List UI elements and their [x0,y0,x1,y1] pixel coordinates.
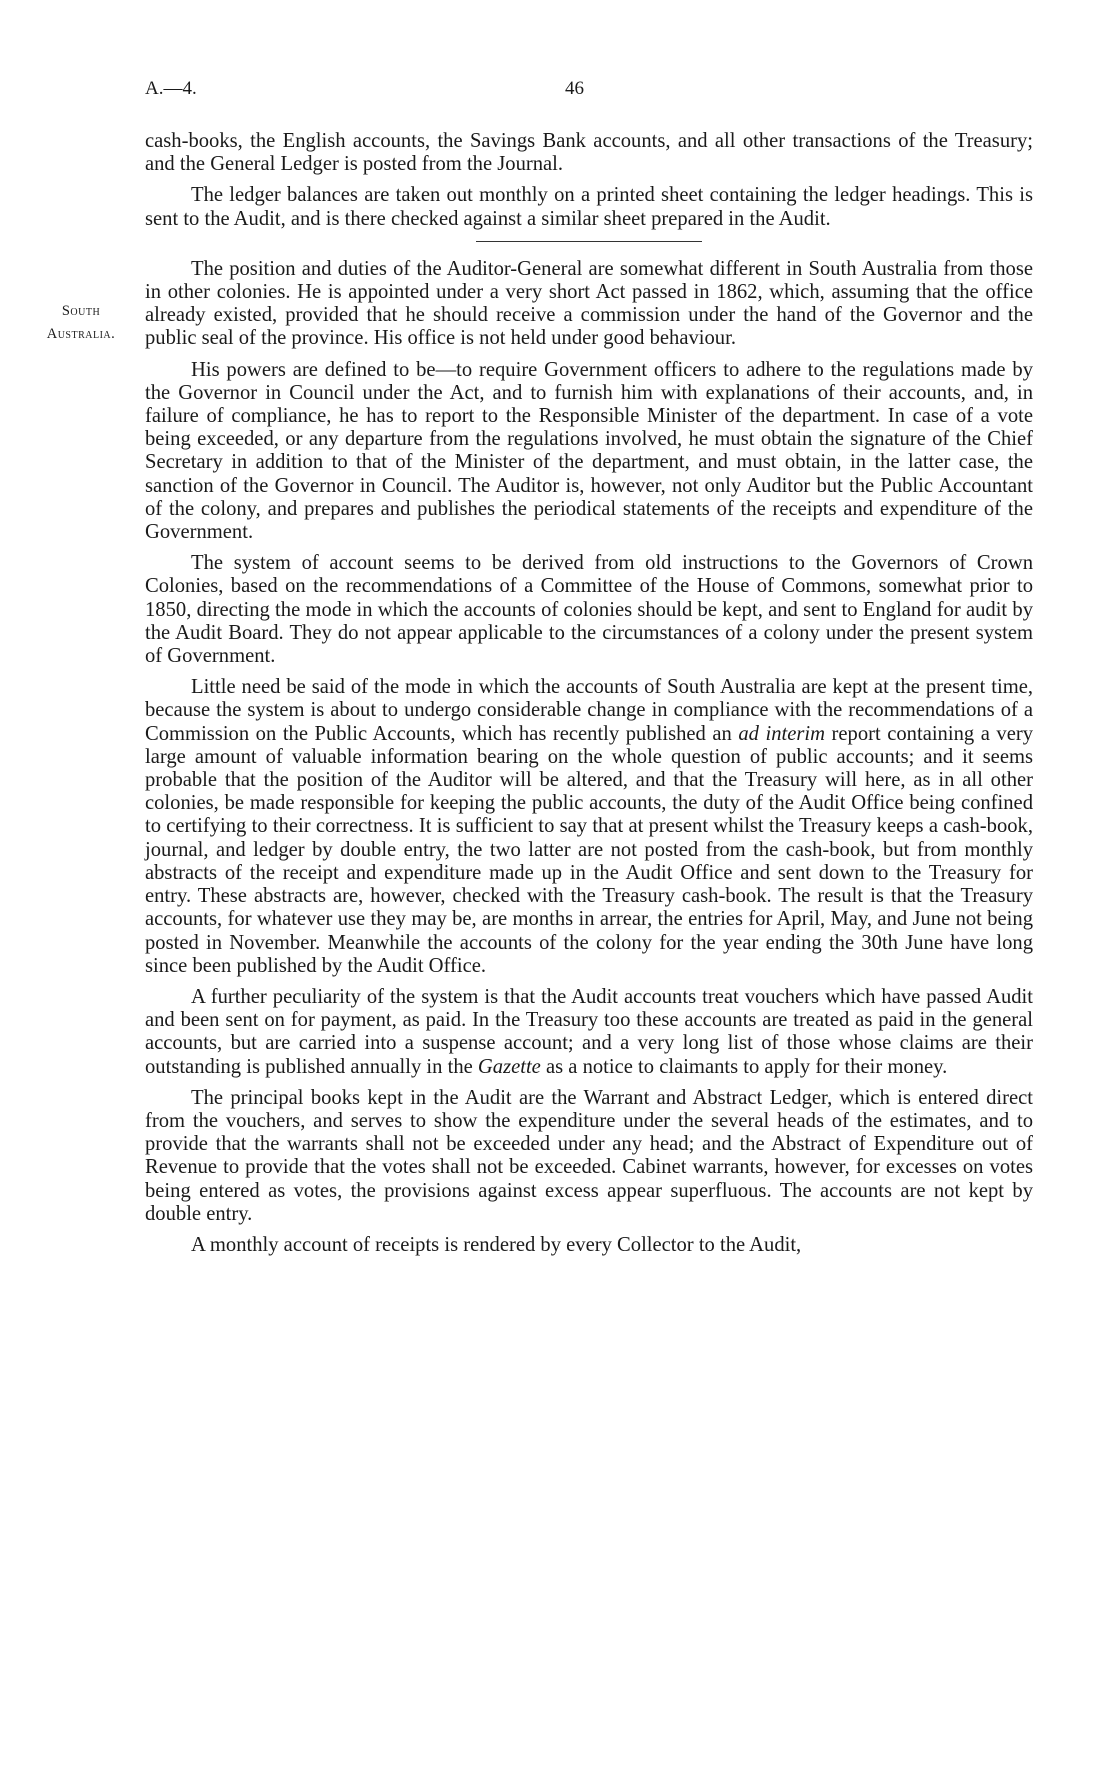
margin-note-line: Australia. [46,326,116,342]
margin-note-line: South [61,303,101,319]
paragraph: His powers are defined to be—to require Government officers to adhere to the regulations made by the Governor in Council under the Act, and to furnish him with explanations of their accounts, and, in failure of compliance, he has to report to the Responsible Minister of the department. In case of a vote being exceeded, or any departure from the regulations involved, he must obtain the signature of the Chief Secretary in addition to that of the Minister of the department, and must obtain, in the latter case, the sanction of the Governor in Council. The Auditor is, however, not only Auditor but the Public Accountant of the colony, and prepares and publishes the periodical statements of the receipts and expenditure of the Government. [145,358,1033,544]
margin-note [26,300,136,346]
paragraph: A monthly account of receipts is rendered by every Collector to the Audit, [191,1233,802,1256]
page-header [145,78,1035,108]
paragraph: The position and duties of the Auditor-General are somewhat different in South Australia from those in other colonies. He is appointed under a very short Act passed in 1862, which, assuming that the office already existed, provided that he should receive a commission under the hand of the Governor and the public seal of the province. His office is not held under good behaviour. [145,257,1033,350]
body-text [145,130,1033,1265]
paragraph [145,986,1033,1079]
italic-text: ad interim [738,722,825,745]
paragraph-text: A further peculiarity of the system is that the Audit accounts treat vouchers which have passed Audit and been sent on for payment, as paid. In the Treasury too these accounts are treated as paid in the general accounts, but are carried into a suspense account; and a very long list of those whose claims are their outstanding is published annually in the [145,985,1033,1078]
paragraph-text: as a notice to claimants to apply for their money. [540,1055,948,1078]
paragraph-text: Little need be said of the mode in which the accounts of South Australia are kept at the present time, because the system is about to undergo considerable change in compliance with the recommendations of a Commission on the Public Accounts, which has recently published an [145,676,1033,745]
paragraph: cash-books, the English accounts, the Savings Bank accounts, and all other transactions of the Treasury; and the General Ledger is posted from the Journal. [145,130,1033,176]
paragraph: The principal books kept in the Audit are the Warrant and Abstract Ledger, which is entered direct from the vouchers, and serves to show the expenditure under the several heads of the estimates, and to provide that the warrants shall not be exceeded under any head; and the Abstract of Expenditure out of Revenue to provide that the votes shall not be exceeded. Cabinet warrants, however, for excesses on votes being entered as votes, the provisions against excess appear superfluous. The accounts are not kept by double entry. [145,1086,1033,1225]
section-divider [476,241,702,242]
paragraph [145,676,1033,978]
document-reference: A.—4. [145,78,197,99]
paragraph: The ledger balances are taken out monthly on a printed sheet containing the ledger headings. This is sent to the Audit, and is there checked against a similar sheet prepared in the Audit. [145,184,1033,230]
page-number: 46 [565,78,584,99]
italic-text: Gazette [477,1055,541,1078]
paragraph: The system of account seems to be derived from old instructions to the Governors of Crown Colonies, based on the recommendations of a Committee of the House of Commons, somewhat prior to 1850, directing the mode in which the accounts of colonies should be kept, and sent to England for audit by the Audit Board. They do not appear applicable to the circumstances of a colony under the present system of Government. [145,552,1033,668]
paragraph-text: report containing a very large amount of valuable information bearing on the whole question of public accounts; and it seems probable that the position of the Auditor will be altered, and that the Treasury will here, as in all other colonies, be made responsible for keeping the public accounts, the duty of the Audit Office being confined to certifying to their correctness. It is sufficient to say that at present whilst the Treasury keeps a cash-book, journal, and ledger by double entry, the two latter are not posted from the cash-book, but from monthly abstracts of the receipt and expenditure made up in the Audit Office and sent down to the Treasury for entry. These abstracts are, however, checked with the Treasury cash-book. The result is that the Treasury accounts, for whatever use they may be, are months in arrear, the entries for April, May, and June not being posted in November. Meanwhile the accounts of the colony for the year ending the 30th June have long since been published by the Audit Office. [145,722,1033,977]
